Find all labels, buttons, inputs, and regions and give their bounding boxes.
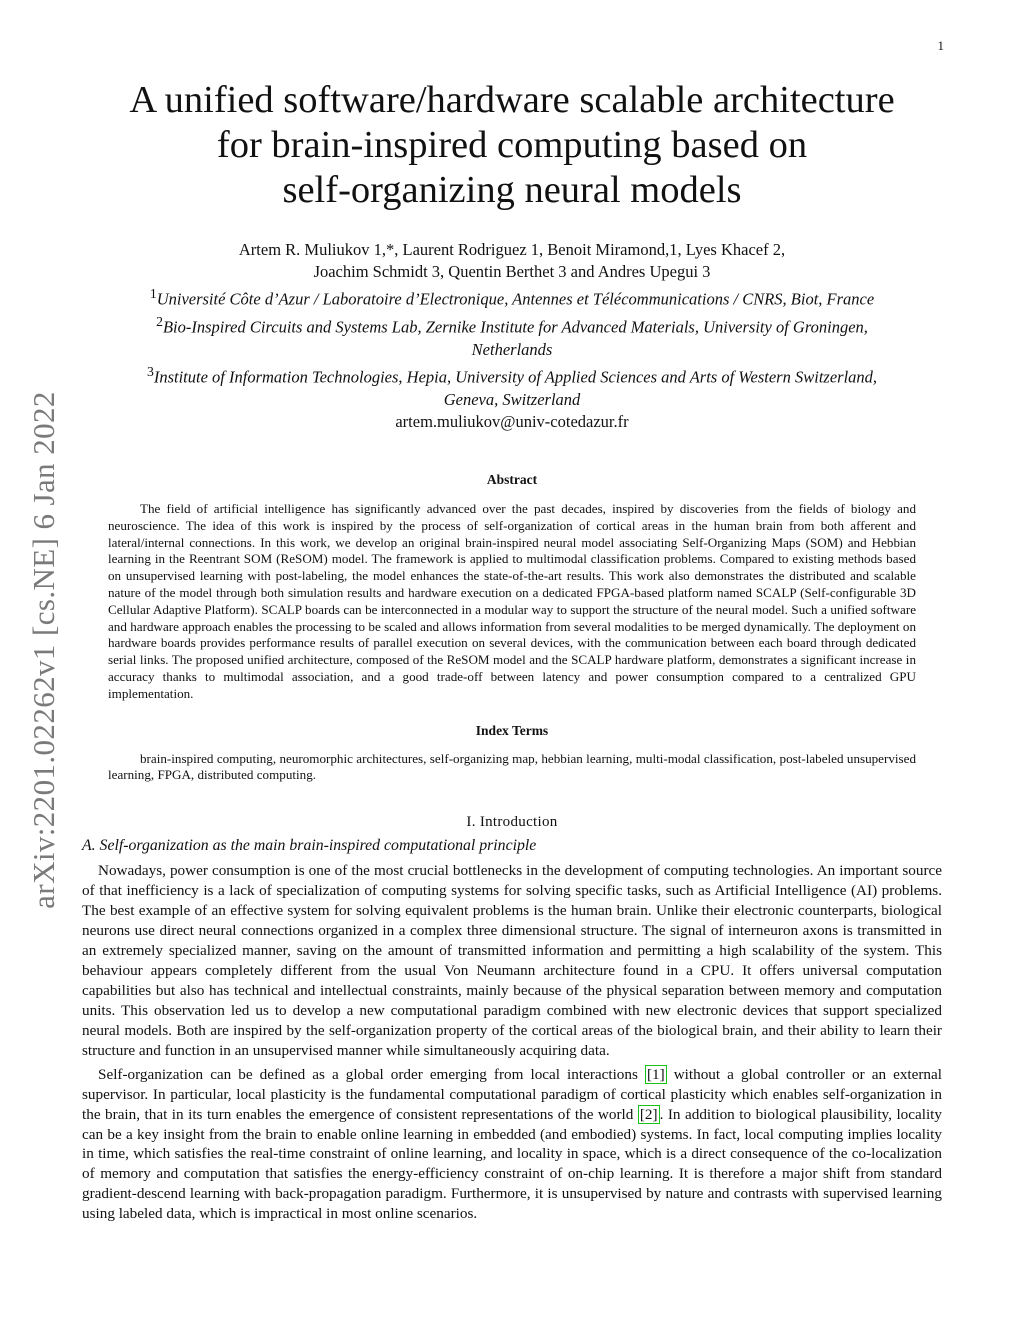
title-line: A unified software/hardware scalable architecture <box>129 79 895 121</box>
citation-link[interactable]: [2] <box>639 1105 658 1123</box>
abstract-heading: Abstract <box>486 471 538 487</box>
title-line: for brain-inspired computing based on <box>216 124 808 166</box>
page-number: 1 <box>937 38 944 53</box>
affiliation-2-cont: Netherlands <box>471 339 553 359</box>
affiliation-3: $^3$Institute of Information Technologies, Hepia, University of Applied Sciences and Arts of Western Switzerland, <box>146 363 878 387</box>
affiliation-2: $^2$Bio-Inspired Circuits and Systems Lab, Zernike Institute for Advanced Materials, University of Groningen, <box>156 313 868 337</box>
abstract-text: The field of artificial intelligence has significantly advanced over the past decades, inspired by discoveries from the fields of biology and neuroscience. The idea of this work is inspired by the process of self-organization of cortical areas in the human brain from both afferent and lateral/internal connections. In this work, we develop an original brain-inspired neural model associating Self-Organizing Maps (SOM) and Hebbian learning in the Reentrant SOM (ReSOM) model. The framework is applied to multimodal classification problems. Compared to existing methods based on unsupervised learning with post-labeling, the model enhances the state-of-the-art results. This work also demonstrates the distributed and scalable nature of the model through both simulation results and hardware execution on a dedicated FPGA-based platform named SCALP (Self-configurable 3D Cellular Adaptive Platform). SCALP boards can be interconnected in a modular way to support the structure of the neural model. Such a unified software and hardware approach enables the processing to be scaled and allows information from several modalities to be merged dynamically. The deployment on hardware boards provides performance results of parallel execution on several devices, with the communication between each board through dedicated serial links. The proposed unified architecture, composed of the ReSOM model and the SCALP hardware platform, demonstrates a significant increase in accuracy thanks to multimodal association, and a good trade-off between latency and power consumption compared to a centralized GPU implementation. <box>108 500 916 701</box>
author-list <box>82 239 942 283</box>
paper-title <box>82 78 942 213</box>
abstract-section <box>108 471 916 784</box>
subsection-heading: A. Self-organization as the main brain-inspired computational principle <box>82 837 537 855</box>
index-terms-heading: Index Terms <box>475 722 549 738</box>
arxiv-identifier-stamp: arXiv:2201.02262v1 [cs.NE] 6 Jan 2022 <box>26 391 61 909</box>
body-paragraph: Nowadays, power consumption is one of the most crucial bottlenecks in the development of computing technologies. An important source of that inefficiency is a lack of specialization of computing systems for solving specific tasks, such as Artificial Intelligence (AI) problems. The best example of an effective system for solving equivalent problems is the human brain. Unlike their electronic counterparts, biological neurons use direct neural connections organized in a complex three dimensional structure. The signal of interneuron axons is transmitted in an extremely specialized manner, saving on the amount of transmitted information and permitting a high scalability of the system. This behaviour appears completely different from the usual Von Neumann architecture found in a CPU. It offers universal computation capabilities but also has technical and intellectual constraints, mainly because of the physical separation between memory and computation units. This observation led us to develop a new computational paradigm combined with new electronic devices that support specialized neural models. Both are inspired by the self-organization property of the cortical areas of the biological brain, and their ability to learn their structure and function in an unsupervised manner while simultaneously acquiring data. <box>82 862 942 1059</box>
affiliation-3-cont: Geneva, Switzerland <box>443 389 581 409</box>
index-terms-text: brain-inspired computing, neuromorphic architectures, self-organizing map, hebbian learning, multi-modal classification, post-labeled unsupervised learning, FPGA, distributed computing. <box>108 750 916 783</box>
citation-link[interactable]: [1] <box>646 1065 665 1083</box>
title-line: self-organizing neural models <box>282 169 742 211</box>
paper-content <box>82 78 942 1224</box>
affiliation-1: $^1$Université Côte d’Azur / Laboratoire d’Electronique, Antennes et Télécommunications / CNRS, Biot, France <box>149 286 875 309</box>
authors-line: Artem R. Muliukov 1,*, Laurent Rodriguez 1, Benoit Miramond,1, Lyes Khacef 2, <box>238 240 786 259</box>
contact-email: artem.muliukov@univ-cotedazur.fr <box>395 411 629 431</box>
affiliations <box>82 283 942 411</box>
authors-line: Joachim Schmidt 3, Quentin Berthet 3 and Andres Upegui 3 <box>313 262 711 281</box>
body-paragraph: Self-organization can be defined as a global order emerging from local interactions [1] without a global controller or an external supervisor. In particular, local plasticity is the fundamental computational paradigm of cortical plasticity which enables self-organization in the brain, that in its turn enables the emergence of consistent representations of the world [2] . In addition to biological plausibility, locality can be a key insight from the brain to enable online learning in embedded (and embodied) systems. In fact, local computing implies locality in time, which satisfies the real-time constraint of online learning, and locality in space, which is a direct consequence of the co-localization of memory and computation that satisfies the energy-efficiency constraint of on-chip learning. It is therefore a major shift from standard gradient-descend learning with back-propagation paradigm. Furthermore, it is unsupervised by nature and contrasts with supervised learning using labeled data, which is impractical in most online scenarios. <box>82 1065 942 1223</box>
section-heading: I. Introduction <box>466 814 558 831</box>
